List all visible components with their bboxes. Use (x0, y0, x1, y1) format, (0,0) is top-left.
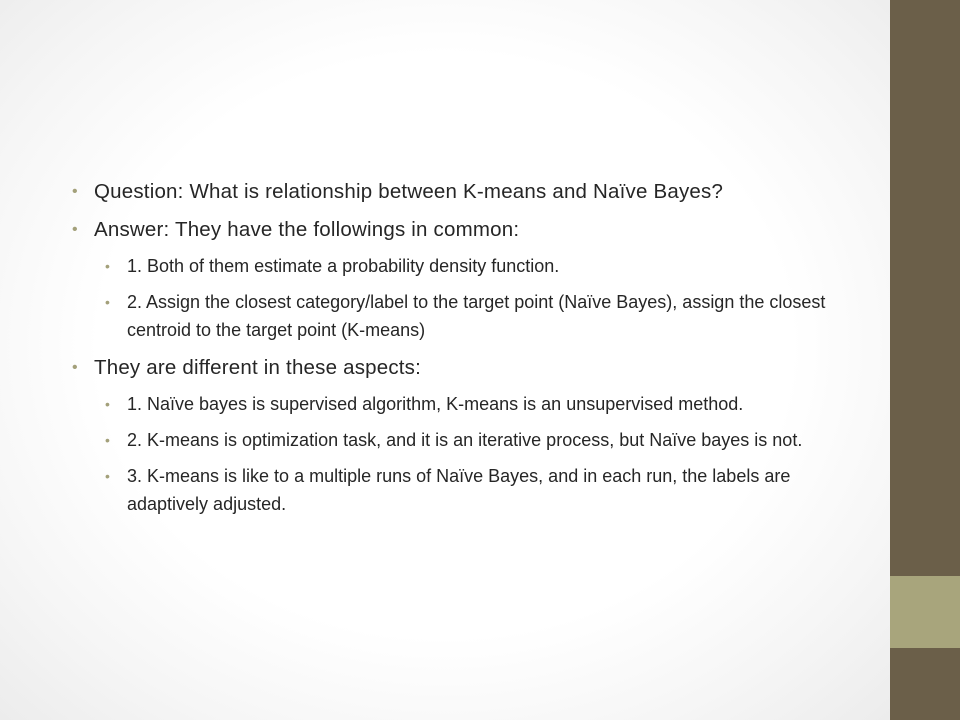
sub-bullet-diff-2 (105, 426, 862, 454)
bullet-icon: • (72, 221, 78, 238)
sub-bullet-common-2 (105, 288, 862, 344)
item-text: 2. Assign the closest category/label to the target point (Naïve Bayes), assign the closest centroid to the target point (K-means) (127, 292, 826, 340)
bullet-icon: • (105, 294, 110, 310)
bullet-item-question (72, 176, 862, 208)
item-text: 2. K-means is optimization task, and it is an iterative process, but Naïve bayes is not. (127, 430, 803, 450)
bullet-icon: • (72, 183, 78, 200)
item-text: 1. Naïve bayes is supervised algorithm, K-means is an unsupervised method. (127, 394, 744, 414)
item-text: Question: What is relationship between K-means and Naïve Bayes? (94, 180, 724, 203)
bullet-icon: • (105, 396, 110, 412)
item-text: Answer: They have the followings in common: (94, 218, 520, 241)
bullet-item-answer (72, 214, 862, 246)
item-text: 1. Both of them estimate a probability density function. (127, 256, 560, 276)
sub-bullet-diff-3 (105, 462, 862, 518)
sidebar-accent-block (890, 576, 960, 648)
item-text: They are different in these aspects: (94, 356, 422, 379)
bullet-icon: • (105, 468, 110, 484)
bullet-icon: • (105, 258, 110, 274)
sub-bullet-diff-1 (105, 390, 862, 418)
sub-bullet-common-1 (105, 252, 862, 280)
bullet-icon: • (105, 432, 110, 448)
slide-content (72, 176, 862, 526)
bullet-icon: • (72, 359, 78, 376)
item-text: 3. K-means is like to a multiple runs of Naïve Bayes, and in each run, the labels are adaptively adjusted. (127, 466, 791, 514)
bullet-item-differences (72, 352, 862, 384)
